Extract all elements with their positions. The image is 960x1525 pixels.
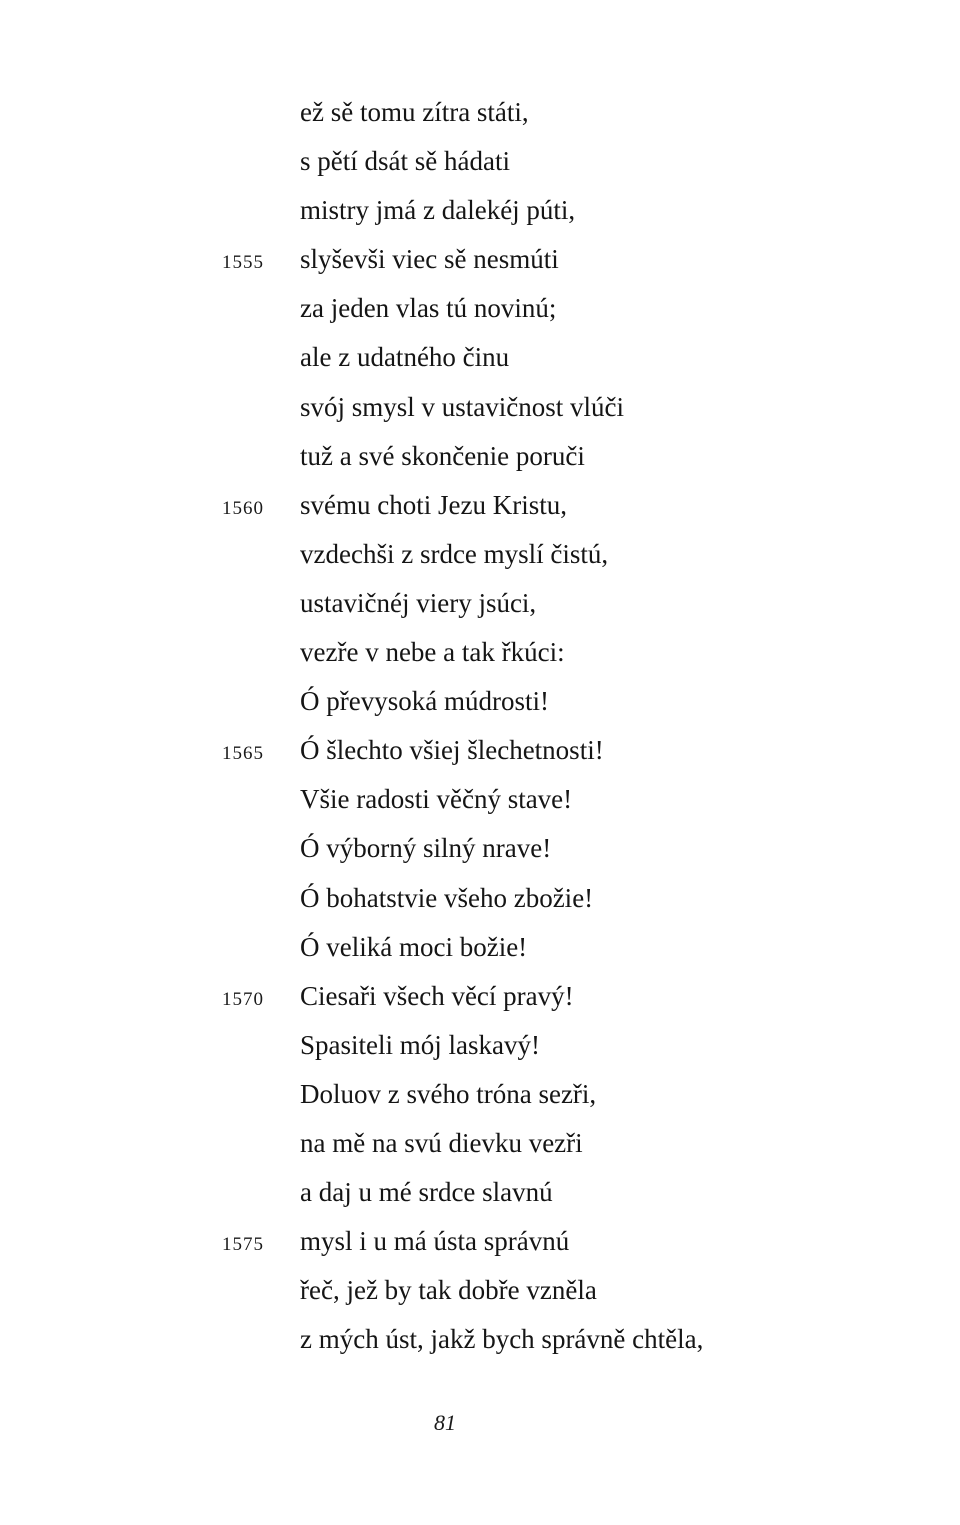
verse-line (0, 88, 960, 137)
verse-text: mysl i u má ústa správnú (300, 1226, 570, 1257)
verse-text: tuž a své skončenie poruči (300, 440, 585, 471)
verse-line (0, 1266, 960, 1315)
verse-line (0, 1119, 960, 1168)
verse-text: vzdechši z srdce myslí čistú, (300, 538, 609, 569)
line-number: 1565 (222, 743, 264, 765)
verse-text: na mě na svú dievku vezři (300, 1127, 583, 1158)
verse-line (0, 333, 960, 382)
line-number: 1560 (222, 497, 264, 519)
verse-line (0, 1315, 960, 1364)
verse-line (0, 1070, 960, 1119)
verse-line (0, 284, 960, 333)
line-number: 1570 (222, 988, 264, 1010)
verse-text: ež sě tomu zítra státi, (300, 97, 529, 127)
verse-line (0, 137, 960, 186)
verse-line (0, 186, 960, 235)
verse-text: ale z udatného činu (300, 342, 510, 373)
line-number: 1555 (222, 252, 264, 274)
verse-line (0, 481, 960, 530)
verse-text: Doluov z svého tróna sezři, (300, 1078, 597, 1109)
verse-text: mistry jmá z dalekéj púti, (300, 195, 576, 226)
verse-text: Všie radosti věčný stave! (300, 784, 573, 815)
verse-line (0, 383, 960, 432)
verse-text: Ó veliká moci božie! (300, 931, 528, 962)
verse-text: a daj u mé srdce slavnú (300, 1177, 553, 1208)
verse-line (0, 235, 960, 284)
verse-line (0, 726, 960, 775)
verse-text: Ciesaři všech věcí pravý! (300, 980, 574, 1011)
verse-text: z mých úst, jakž bych správně chtěla, (300, 1324, 704, 1355)
verse-text: s pětí dsát sě hádati (300, 146, 510, 177)
page-number: 81 (434, 1410, 456, 1435)
verse-text: Ó bohatstvie všeho zbožie! (300, 882, 594, 913)
verse-text: svój smysl v ustavičnost vlúči (300, 391, 624, 422)
verse-text: za jeden vlas tú novinú; (300, 293, 557, 324)
verse-text: Ó šlechto všiej šlechetnosti! (300, 735, 604, 766)
verse-line (0, 775, 960, 824)
poem-verse-block (0, 88, 960, 1364)
verse-line (0, 432, 960, 481)
verse-text: svému choti Jezu Kristu, (300, 489, 567, 520)
verse-line (0, 677, 960, 726)
verse-text: Ó převysoká múdrosti! (300, 686, 549, 717)
verse-line (0, 579, 960, 628)
verse-text: Spasiteli mój laskavý! (300, 1029, 540, 1060)
verse-text: slyševši viec sě nesmúti (300, 244, 559, 275)
verse-text: Ó výborný silný nrave! (300, 833, 552, 864)
verse-text: vezře v nebe a tak řkúci: (300, 637, 565, 668)
verse-text: ustavičnéj viery jsúci, (300, 587, 537, 618)
verse-line (0, 530, 960, 579)
verse-line (0, 1021, 960, 1070)
verse-line (0, 1217, 960, 1266)
verse-line (0, 628, 960, 677)
verse-line (0, 824, 960, 873)
verse-line (0, 1168, 960, 1217)
verse-text: řeč, jež by tak dobře vzněla (300, 1275, 597, 1306)
verse-line (0, 874, 960, 923)
line-number: 1575 (222, 1234, 264, 1256)
verse-line (0, 923, 960, 972)
verse-line (0, 972, 960, 1021)
